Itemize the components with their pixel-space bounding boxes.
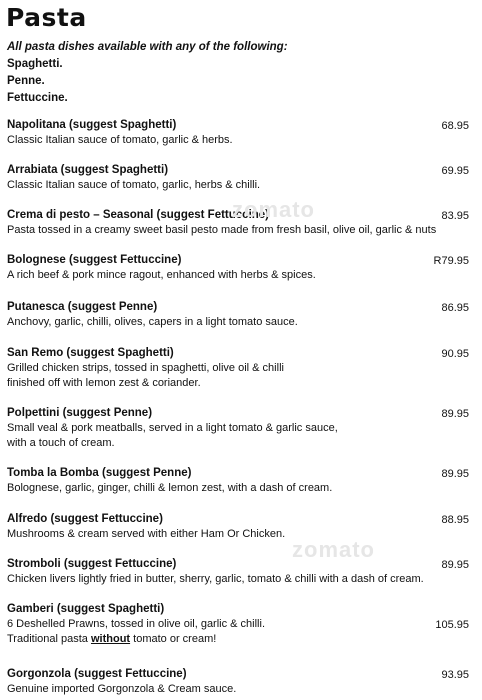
note-text: tomato or cream! xyxy=(130,633,217,645)
item-name: Putanesca (suggest Penne) xyxy=(7,301,158,313)
option-penne: Penne. xyxy=(7,75,45,87)
item-description: Classic Italian sauce of tomato, garlic & herbs. xyxy=(7,134,233,146)
item-description: A rich beef & pork mince ragout, enhanced with herbs & spices. xyxy=(7,269,316,281)
item-description: with a touch of cream. xyxy=(7,437,115,449)
item-description: Genuine imported Gorgonzola & Cream sauce. xyxy=(7,683,237,695)
menu-item-tomba-la-bomba xyxy=(7,465,469,496)
option-spaghetti: Spaghetti. xyxy=(7,58,63,70)
menu-item-stromboli xyxy=(7,556,469,587)
item-description: Anchovy, garlic, chilli, olives, capers in a light tomato sauce. xyxy=(7,316,298,328)
item-price: 83.95 xyxy=(441,210,469,222)
item-price: R79.95 xyxy=(433,255,469,267)
item-name: Napolitana (suggest Spaghetti) xyxy=(7,119,177,131)
menu-item-bolognese xyxy=(7,252,469,283)
item-price: 93.95 xyxy=(441,669,469,681)
menu-item-crema-di-pesto xyxy=(7,207,469,238)
item-name: San Remo (suggest Spaghetti) xyxy=(7,347,174,359)
menu-item-gamberi xyxy=(7,601,469,647)
menu-item-polpettini xyxy=(7,405,469,451)
menu-item-arrabiata xyxy=(7,162,469,193)
options-lead: All pasta dishes available with any of the following: xyxy=(7,41,288,53)
item-price: 86.95 xyxy=(441,302,469,314)
item-description-note xyxy=(7,632,469,647)
item-description: Classic Italian sauce of tomato, garlic, herbs & chilli. xyxy=(7,179,261,191)
item-description: Pasta tossed in a creamy sweet basil pesto made from fresh basil, olive oil, garlic & nuts xyxy=(7,224,437,236)
item-description: Small veal & pork meatballs, served in a light tomato & garlic sauce, xyxy=(7,422,338,434)
item-description: Mushrooms & cream served with either Ham Or Chicken. xyxy=(7,528,286,540)
item-price: 69.95 xyxy=(441,165,469,177)
item-name: Arrabiata (suggest Spaghetti) xyxy=(7,164,169,176)
watermark: zomato xyxy=(292,537,375,562)
item-name: Tomba la Bomba (suggest Penne) xyxy=(7,467,192,479)
item-description: finished off with lemon zest & coriander. xyxy=(7,377,201,389)
watermark: zomato xyxy=(232,197,315,222)
item-price: 68.95 xyxy=(441,120,469,132)
item-description: Chicken livers lightly fried in butter, sherry, garlic, tomato & chilli with a dash of cream. xyxy=(7,573,424,585)
menu-item-putanesca xyxy=(7,299,469,330)
item-name: Polpettini (suggest Penne) xyxy=(7,407,153,419)
item-name: Gamberi (suggest Spaghetti) xyxy=(7,603,165,615)
menu-item-napolitana xyxy=(7,117,469,148)
item-name: Crema di pesto – Seasonal (suggest Fettuccine) xyxy=(7,209,270,221)
note-text: Traditional pasta xyxy=(7,633,91,645)
menu-item-alfredo xyxy=(7,511,469,542)
item-description: Bolognese, garlic, ginger, chilli & lemon zest, with a dash of cream. xyxy=(7,482,333,494)
item-price: 90.95 xyxy=(441,348,469,360)
menu-item-gorgonzola xyxy=(7,666,469,697)
menu-item-san-remo xyxy=(7,345,469,391)
item-name: Alfredo (suggest Fettuccine) xyxy=(7,513,163,525)
note-emphasis: without xyxy=(90,633,131,645)
pasta-options xyxy=(7,39,288,107)
item-name: Stromboli (suggest Fettuccine) xyxy=(7,558,177,570)
item-name: Bolognese (suggest Fettuccine) xyxy=(7,254,182,266)
item-description: Grilled chicken strips, tossed in spaghetti, olive oil & chilli xyxy=(7,362,284,374)
item-name: Gorgonzola (suggest Fettuccine) xyxy=(7,668,187,680)
item-price: 89.95 xyxy=(441,468,469,480)
option-fettuccine: Fettuccine. xyxy=(7,92,68,104)
item-description: 6 Deshelled Prawns, tossed in olive oil, garlic & chilli. xyxy=(7,618,266,630)
item-price: 89.95 xyxy=(441,408,469,420)
page-title: Pasta xyxy=(6,3,87,32)
item-price: 89.95 xyxy=(441,559,469,571)
item-price: 88.95 xyxy=(441,514,469,526)
item-price: 105.95 xyxy=(435,619,469,631)
